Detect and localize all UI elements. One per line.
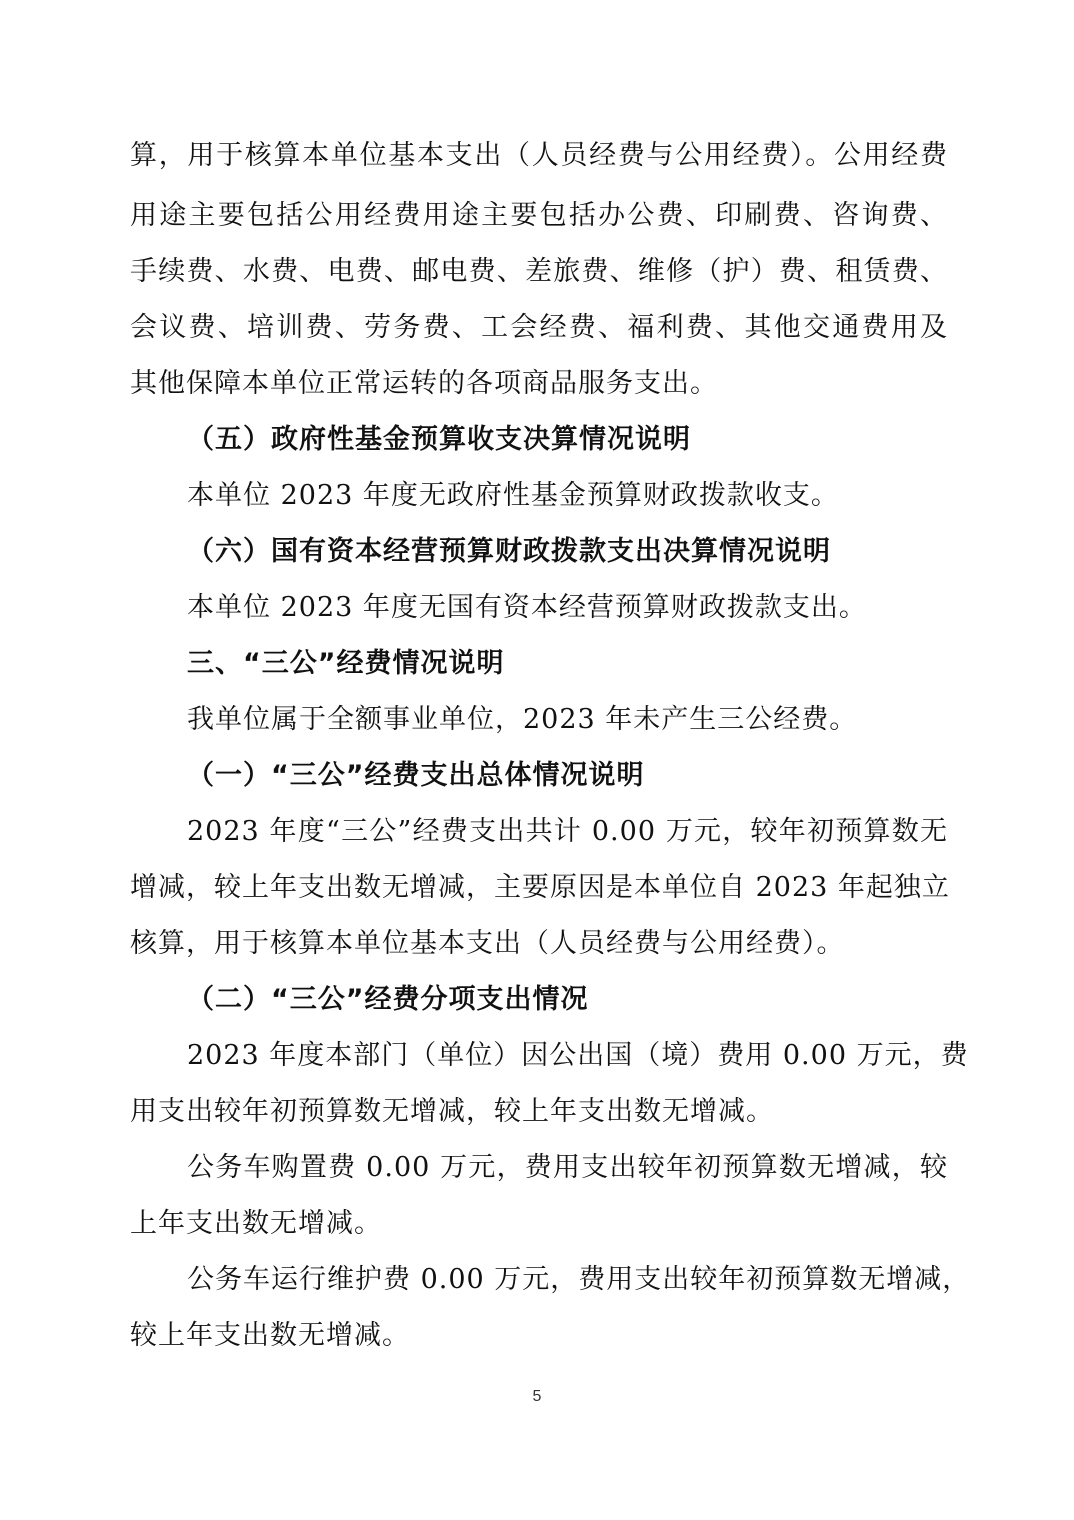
section-heading: 三、“三公”经费情况说明 <box>187 648 505 679</box>
paragraph-line: 手续费、水费、电费、邮电费、差旅费、维修（护）费、租赁费、 <box>130 256 948 287</box>
paragraph-line: 用途主要包括公用经费用途主要包括办公费、印刷费、咨询费、 <box>130 200 948 231</box>
paragraph-line: 用支出较年初预算数无增减，较上年支出数无增减。 <box>130 1096 774 1127</box>
section-heading: （五）政府性基金预算收支决算情况说明 <box>187 424 691 455</box>
section-heading: （二）“三公”经费分项支出情况 <box>187 984 589 1015</box>
paragraph-line: 2023 年度“三公”经费支出共计 0.00 万元，较年初预算数无 <box>187 816 948 847</box>
paragraph-line: 公务车购置费 0.00 万元，费用支出较年初预算数无增减，较 <box>187 1152 948 1183</box>
paragraph-line: 本单位 2023 年度无政府性基金预算财政拨款收支。 <box>187 480 839 511</box>
paragraph-line: 会议费、培训费、劳务费、工会经费、福利费、其他交通费用及 <box>130 312 948 343</box>
paragraph-line: 增减，较上年支出数无增减，主要原因是本单位自 2023 年起独立 <box>130 872 950 903</box>
paragraph-line: 2023 年度本部门（单位）因公出国（境）费用 0.00 万元，费 <box>187 1040 969 1071</box>
paragraph-line: 公务车运行维护费 0.00 万元，费用支出较年初预算数无增减， <box>187 1264 971 1295</box>
paragraph-line: 其他保障本单位正常运转的各项商品服务支出。 <box>130 368 718 399</box>
page-number: 5 <box>532 1388 542 1405</box>
paragraph-line: 算，用于核算本单位基本支出（人员经费与公用经费）。公用经费 <box>130 140 948 171</box>
section-heading: （六）国有资本经营预算财政拨款支出决算情况说明 <box>187 536 831 567</box>
paragraph-line: 核算，用于核算本单位基本支出（人员经费与公用经费）。 <box>130 928 845 959</box>
paragraph-line: 本单位 2023 年度无国有资本经营预算财政拨款支出。 <box>187 592 867 623</box>
section-heading: （一）“三公”经费支出总体情况说明 <box>187 760 645 791</box>
paragraph-line: 上年支出数无增减。 <box>130 1208 382 1239</box>
paragraph-line: 我单位属于全额事业单位，2023 年未产生三公经费。 <box>187 704 858 735</box>
paragraph-line: 较上年支出数无增减。 <box>130 1320 410 1351</box>
